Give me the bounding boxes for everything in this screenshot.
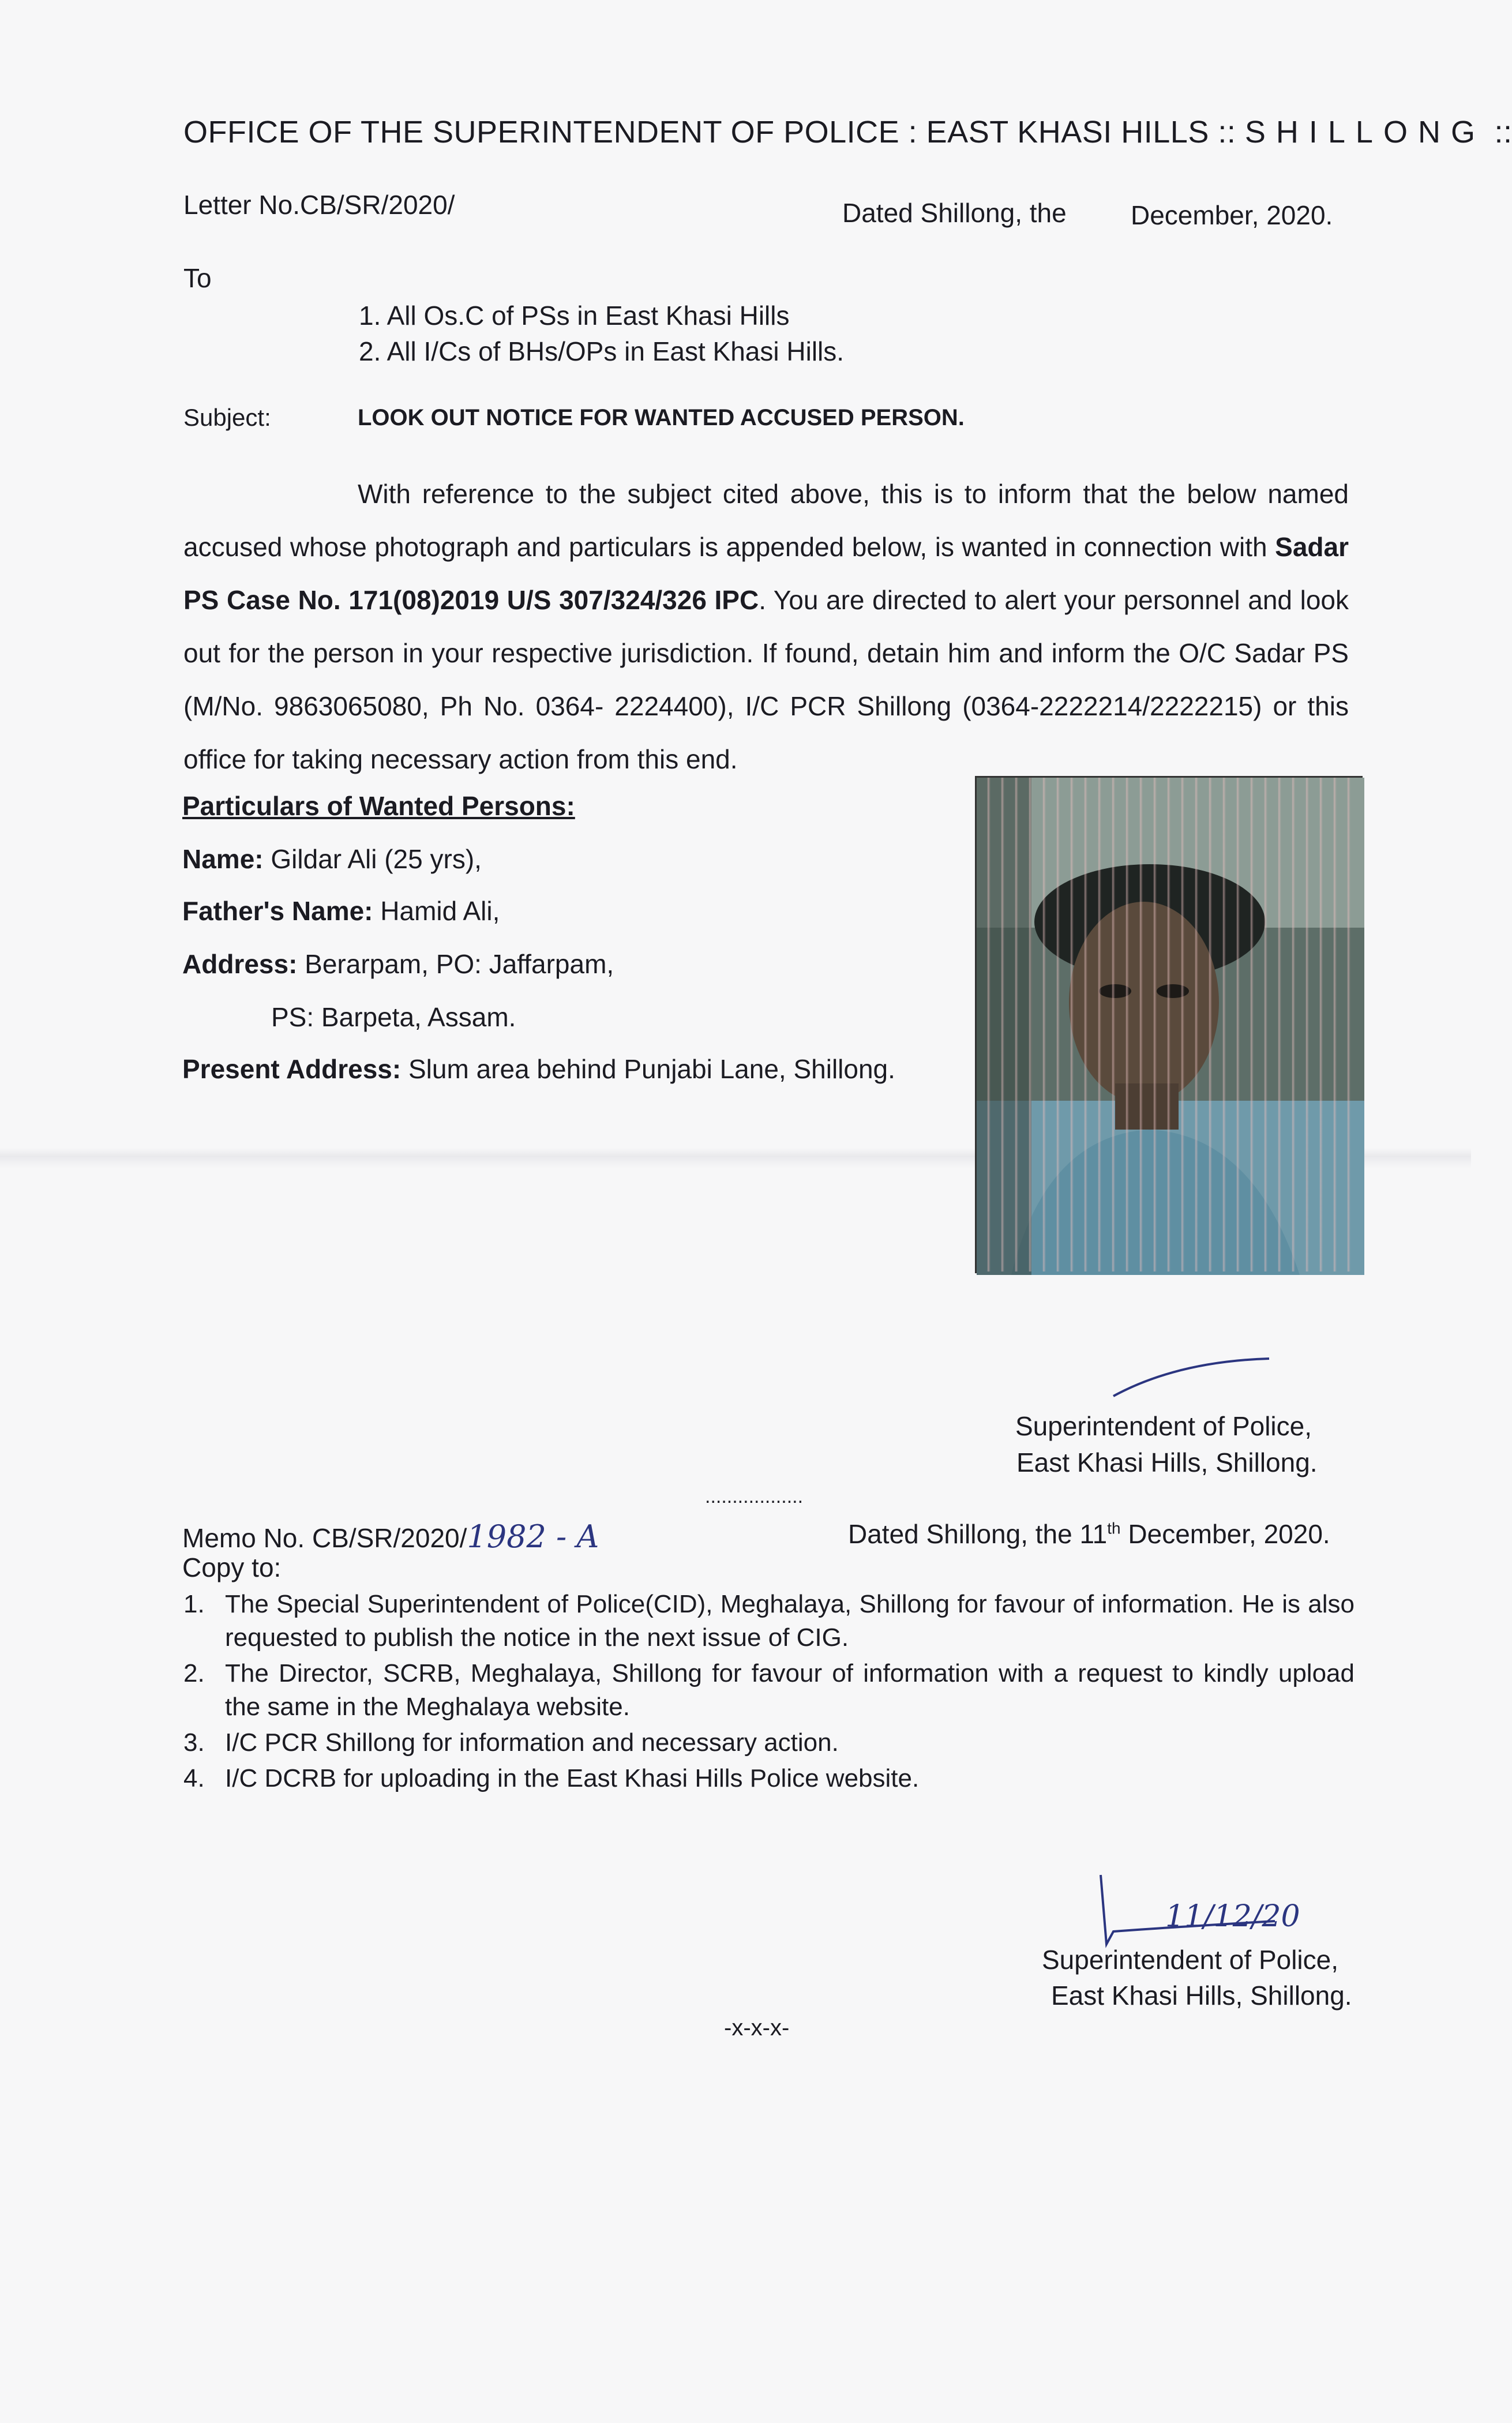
particular-address-ps: PS: Barpeta, Assam. [271,1002,516,1032]
recipient-1: 1. All Os.C of PSs in East Khasi Hills [359,301,790,331]
copy-item-1: 1. The Special Superintendent of Police(CID), Meghalaya, Shillong for favour of information. He is also requested to publish the notice in the next issue of CIG. [183,1590,1355,1652]
memo-dated-suffix: December, 2020. [1120,1519,1330,1549]
memo-dated-sup: th [1107,1519,1121,1537]
father-value: Hamid Ali, [373,896,500,926]
letter-number: Letter No.CB/SR/2020/ [183,190,455,220]
father-label: Father's Name: [182,896,373,926]
subject-text: LOOK OUT NOTICE FOR WANTED ACCUSED PERSON. [358,405,965,430]
to-label: To [183,263,212,293]
recipient-2: 2. All I/Cs of BHs/OPs in East Khasi Hills. [359,336,845,366]
name-label: Name: [182,844,264,874]
memo-number [182,1518,599,1555]
office-header-suffix: :: [1485,115,1512,149]
office-header-city: SHILLONG [1244,115,1485,149]
address-label: Address: [182,949,298,979]
end-mark: -x-x-x- [724,2015,790,2041]
copy-to-list [183,1588,1355,1798]
signature-2-handwritten-date: 11/12/20 [1165,1899,1300,1934]
signature-2-office: East Khasi Hills, Shillong. [1051,1981,1352,2011]
signature-1-title: Superintendent of Police, [1015,1411,1312,1441]
signature-2-title: Superintendent of Police, [1042,1945,1339,1975]
memo-number-label: Memo No. CB/SR/2020/ [182,1523,467,1553]
body-line-2: accused whose photograph and particulars is appended below, is wanted in connection with Sadar [183,532,1349,562]
body-line-6: office for taking necessary action from this end. [183,744,738,774]
body-paragraph [183,467,1349,786]
particular-address [182,948,614,980]
name-value: Gildar Ali (25 yrs), [263,844,482,874]
signature-1-office: East Khasi Hills, Shillong. [1016,1447,1318,1477]
address-value: Berarpam, PO: Jaffarpam, [297,949,614,979]
separator-dots: .................. [705,1486,804,1507]
particular-present-address [182,1053,895,1085]
subject-label: Subject: [183,404,271,431]
body-line-3: PS Case No. 171(08)2019 U/S 307/324/326 IPC. You are directed to alert your personnel and look [183,585,1349,615]
memo-dated-prefix: Dated Shillong, the 11 [848,1519,1108,1549]
particulars-heading: Particulars of Wanted Persons: [182,791,575,821]
letter-dated-value: December, 2020. [1131,200,1333,230]
office-header [183,114,1512,150]
accused-photograph [975,776,1363,1273]
present-address-label: Present Address: [182,1054,402,1084]
particular-name [182,843,482,875]
present-address-value: Slum area behind Punjabi Lane, Shillong. [401,1054,895,1084]
office-header-text: OFFICE OF THE SUPERINTENDENT OF POLICE : EAST KHASI HILLS :: [183,115,1245,149]
body-line-4: out for the person in your respective jurisdiction. If found, detain him and inform the O/C Sadar PS [183,638,1349,668]
copy-item-3: 3. I/C PCR Shillong for information and necessary action. [183,1728,839,1757]
photo-scan-stripes [977,778,1361,1271]
memo-number-handwritten: 1982 - A [467,1518,599,1555]
copy-item-4: 4. I/C DCRB for uploading in the East Khasi Hills Police website. [183,1764,920,1792]
body-line-5: (M/No. 9863065080, Ph No. 0364- 2224400), I/C PCR Shillong (0364-2222214/2222215) or this [183,691,1349,721]
particular-father [182,895,500,927]
copy-to-label: Copy to: [182,1552,282,1582]
signature-1-stroke [1108,1350,1281,1402]
letter-dated-label: Dated Shillong, the [842,198,1067,228]
memo-dated [848,1518,1330,1550]
body-line-1: With reference to the subject cited above, this is to inform that the below named [358,479,1349,509]
copy-item-2: 2. The Director, SCRB, Meghalaya, Shillong for favour of information with a request to kindly upload the same in the Meghalaya website. [183,1659,1355,1721]
